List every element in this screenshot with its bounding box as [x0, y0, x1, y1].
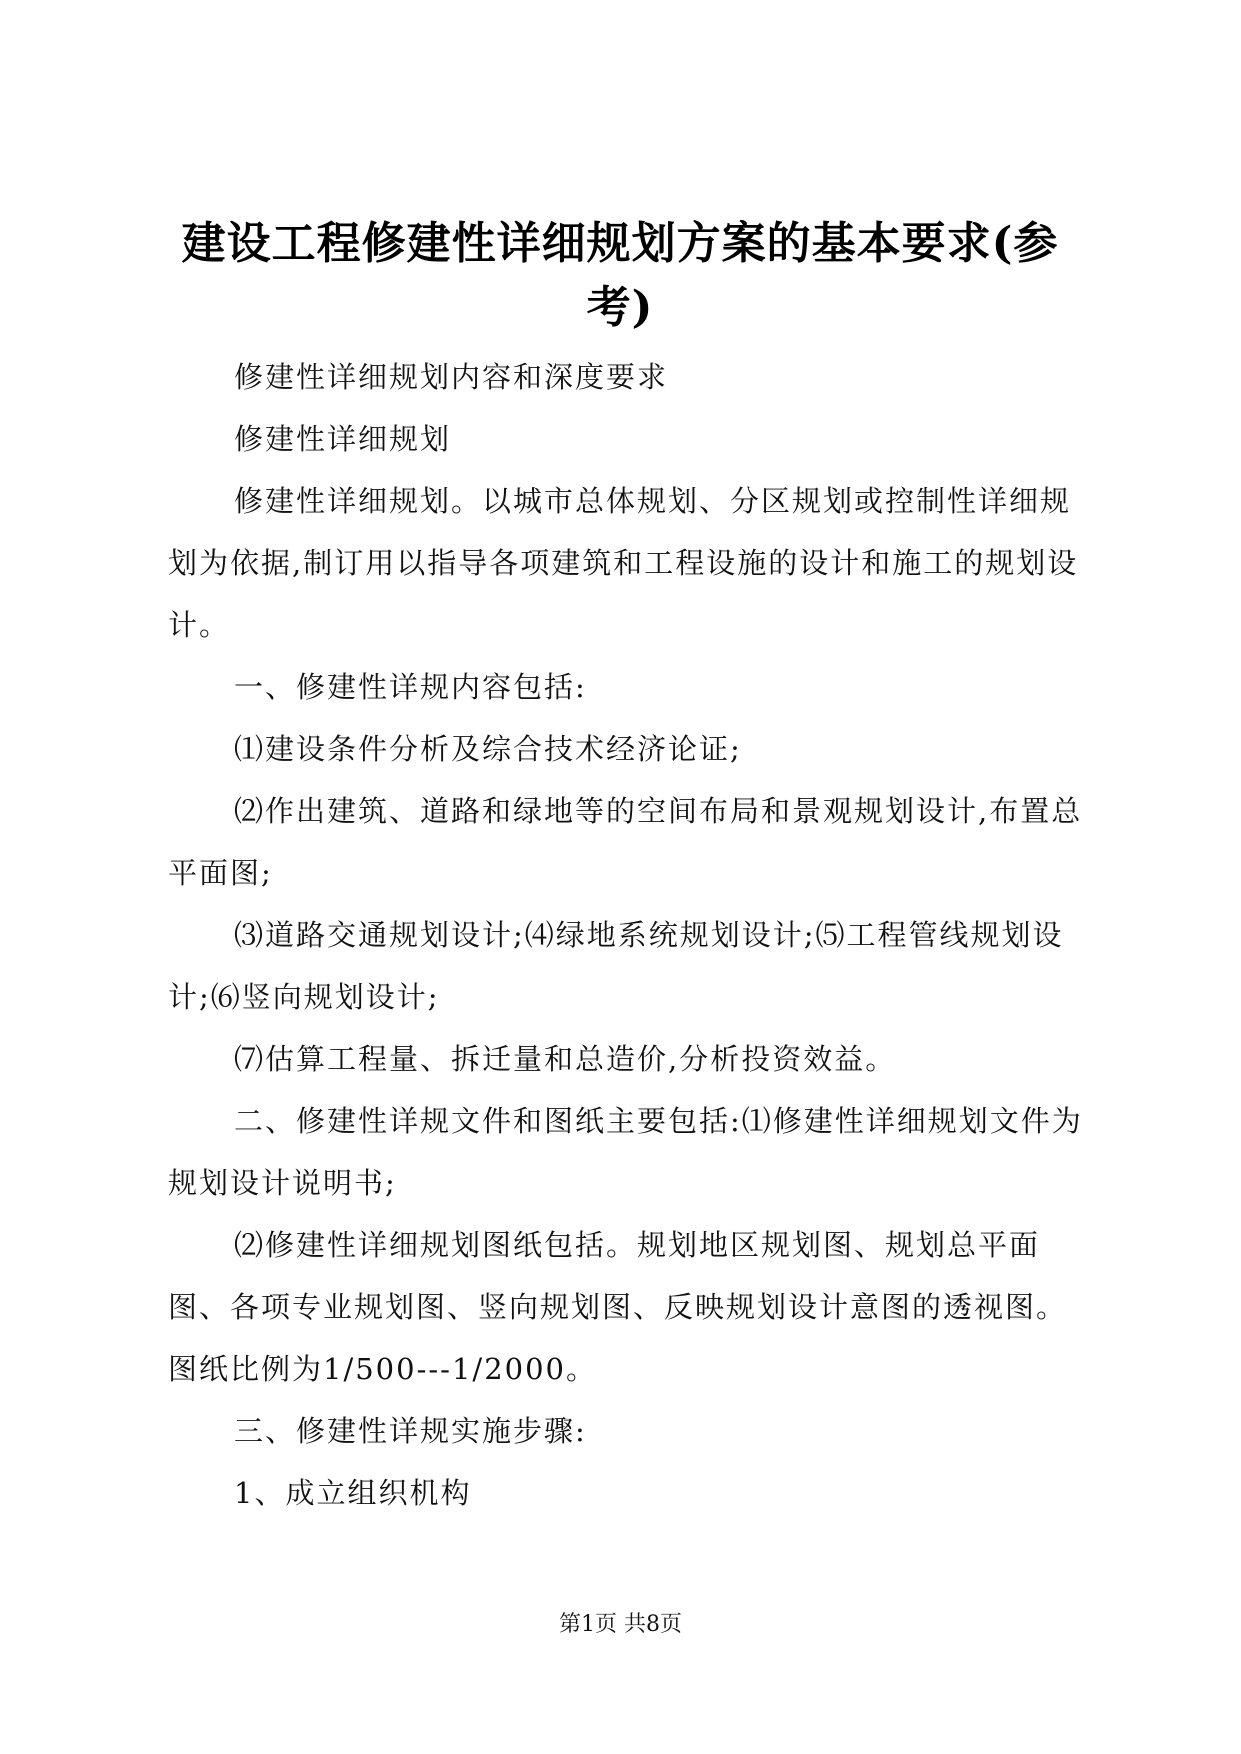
- list-item-1: ⑴建设条件分析及综合技术经济论证;: [234, 732, 742, 766]
- section-two-heading: 二、修建性详规文件和图纸主要包括:⑴修建性详细规划文件为规划设计说明书;: [168, 1104, 1083, 1200]
- page-footer: 第1页 共8页: [559, 1612, 682, 1637]
- section-three-heading: 三、修建性详规实施步骤:: [234, 1414, 587, 1448]
- document-body: [168, 346, 1088, 1524]
- paragraph-heading-content-depth: 修建性详细规划内容和深度要求: [234, 360, 669, 394]
- list-item-2: ⑵作出建筑、道路和绿地等的空间布局和景观规划设计,布置总平面图;: [168, 794, 1083, 890]
- document-title: 建设工程修建性详细规划方案的基本要求(参考): [181, 218, 1059, 333]
- paragraph-heading-detailed-plan: 修建性详细规划: [234, 422, 452, 456]
- list-item-3-6: ⑶道路交通规划设计;⑷绿地系统规划设计;⑸工程管线规划设计;⑹竖向规划设计;: [168, 918, 1064, 1014]
- paragraph-definition: 修建性详细规划。以城市总体规划、分区规划或控制性详细规划为依据,制订用以指导各项建筑和工程设施的设计和施工的规划设计。: [168, 484, 1079, 642]
- section-one-heading: 一、修建性详规内容包括:: [234, 670, 587, 704]
- step-1: 1、成立组织机构: [234, 1476, 472, 1510]
- drawings-paragraph: ⑵修建性详细规划图纸包括。规划地区规划图、规划总平面图、各项专业规划图、竖向规划图、反映规划设计意图的透视图。图纸比例为1/500---1/2000。: [168, 1228, 1068, 1386]
- list-item-7: ⑺估算工程量、拆迁量和总造价,分析投资效益。: [234, 1042, 897, 1076]
